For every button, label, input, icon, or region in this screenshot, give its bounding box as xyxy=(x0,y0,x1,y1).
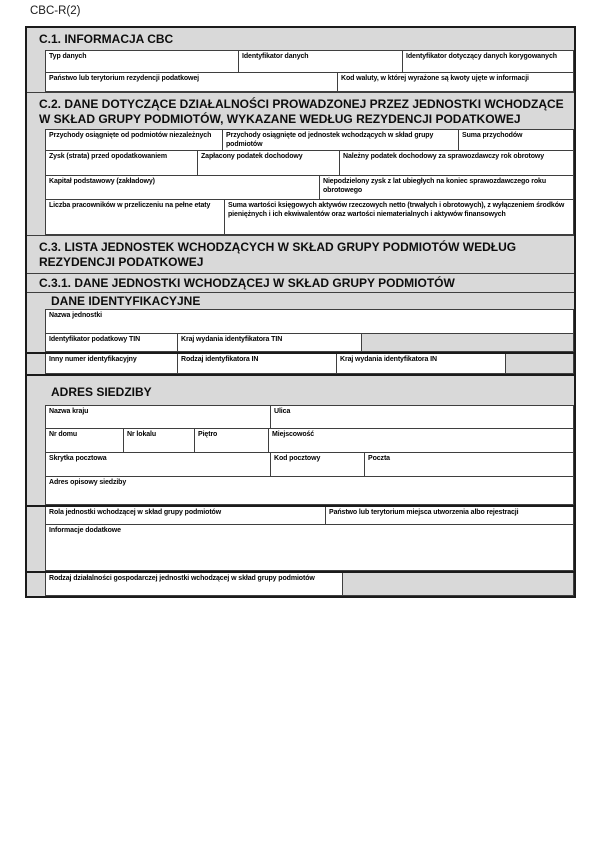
field-panstwo-utworzenia[interactable]: Państwo lub terytorium miejsca utworzenia albo rejestracji xyxy=(325,507,574,525)
field-inny-numer[interactable]: Inny numer identyfikacyjny xyxy=(45,354,178,374)
field-identyfikator-danych-korygowanych[interactable]: Identyfikator dotyczący danych korygowanych xyxy=(402,50,574,73)
section-header-c31 xyxy=(27,273,574,292)
field-nr-domu[interactable]: Nr domu xyxy=(45,428,124,453)
section-header-c3 xyxy=(27,235,574,273)
field-kapital-podstawowy[interactable]: Kapitał podstawowy (zakładowy) xyxy=(45,175,320,200)
form-row xyxy=(27,50,574,73)
field-kraj-wydania-tin[interactable]: Kraj wydania identyfikatora TIN xyxy=(177,333,362,352)
cbc-form xyxy=(25,26,576,598)
field-miejscowosc[interactable]: Miejscowość xyxy=(268,428,574,453)
section-header-c2-line2: W SKŁAD GRUPY PODMIOTÓW, WYKAZANE WEDŁUG REZYDENCJI PODATKOWEJ xyxy=(39,112,521,126)
field-nazwa-jednostki[interactable]: Nazwa jednostki xyxy=(45,309,574,334)
field-rodzaj-identyfikatora-in[interactable]: Rodzaj identyfikatora IN xyxy=(177,354,337,374)
field-nazwa-kraju[interactable]: Nazwa kraju xyxy=(45,405,271,429)
field-kraj-wydania-in[interactable]: Kraj wydania identyfikatora IN xyxy=(336,354,506,374)
field-nr-lokalu[interactable]: Nr lokalu xyxy=(123,428,195,453)
section-header-adres-siedziby xyxy=(27,374,574,405)
form-row xyxy=(27,571,574,596)
section-header-c3-line2: REZYDENCJI PODATKOWEJ xyxy=(39,255,204,269)
field-suma-przychodow[interactable]: Suma przychodów xyxy=(458,129,574,151)
field-rodzaj-dzialalnosci[interactable]: Rodzaj działalności gospodarczej jednostki wchodzącej w skład grupy podmiotów xyxy=(45,573,343,596)
section-header-dane-identyfikacyjne xyxy=(27,292,574,309)
field-typ-danych[interactable]: Typ danych xyxy=(45,50,239,73)
form-row xyxy=(27,428,574,453)
filler-dzialalnosc-row xyxy=(342,573,574,596)
form-row xyxy=(27,72,574,92)
form-row xyxy=(27,199,574,235)
form-row xyxy=(27,452,574,477)
field-przychody-niezalezne[interactable]: Przychody osiągnięte od podmiotów niezależnych xyxy=(45,129,223,151)
field-pietro[interactable]: Piętro xyxy=(194,428,269,453)
form-row xyxy=(27,175,574,200)
section-header-dane-identyfikacyjne-text: DANE IDENTYFIKACYJNE xyxy=(51,294,201,308)
section-header-c1-text: C.1. INFORMACJA CBC xyxy=(39,32,174,46)
field-poczta[interactable]: Poczta xyxy=(364,452,574,477)
form-code-label: CBC-R(2) xyxy=(30,5,81,17)
field-przychody-grupa[interactable]: Przychody osiągnięte od jednostek wchodzących w skład grupy podmiotów xyxy=(222,129,459,151)
section-header-c31-text: C.3.1. DANE JEDNOSTKI WCHODZĄCEJ W SKŁAD GRUPY PODMIOTÓW xyxy=(39,276,455,290)
field-nalezny-podatek[interactable]: Należny podatek dochodowy za sprawozdawczy rok obrotowy xyxy=(339,150,574,176)
field-panstwo-rezydencji[interactable]: Państwo lub terytorium rezydencji podatkowej xyxy=(45,72,338,92)
section-header-c2 xyxy=(27,92,574,129)
field-adres-opisowy[interactable]: Adres opisowy siedziby xyxy=(45,476,574,505)
field-informacje-dodatkowe[interactable]: Informacje dodatkowe xyxy=(45,524,574,571)
filler-in-row xyxy=(505,354,574,374)
form-row xyxy=(27,333,574,352)
field-rola-jednostki[interactable]: Rola jednostki wchodzącej w skład grupy podmiotów xyxy=(45,507,326,525)
field-ulica[interactable]: Ulica xyxy=(270,405,574,429)
field-skrytka-pocztowa[interactable]: Skrytka pocztowa xyxy=(45,452,271,477)
field-kod-pocztowy[interactable]: Kod pocztowy xyxy=(270,452,365,477)
field-kod-waluty[interactable]: Kod waluty, w której wyrażone są kwoty ujęte w informacji xyxy=(337,72,574,92)
form-row xyxy=(27,309,574,334)
field-zysk-strata[interactable]: Zysk (strata) przed opodatkowaniem xyxy=(45,150,198,176)
field-zaplacony-podatek[interactable]: Zapłacony podatek dochodowy xyxy=(197,150,340,176)
field-identyfikator-danych[interactable]: Identyfikator danych xyxy=(238,50,403,73)
field-identyfikator-tin[interactable]: Identyfikator podatkowy TIN xyxy=(45,333,178,352)
section-header-adres-siedziby-text: ADRES SIEDZIBY xyxy=(51,385,152,399)
form-row xyxy=(27,352,574,374)
form-row xyxy=(27,150,574,176)
form-row xyxy=(27,129,574,151)
form-row xyxy=(27,476,574,505)
field-suma-aktywow[interactable]: Suma wartości księgowych aktywów rzeczowych netto (trwałych i obrotowych), z wyłączeniem środków pieniężnych i ich ekwiwalentów oraz wartości niematerialnych i aktywów finansowych xyxy=(224,199,574,235)
section-header-c2-line1: C.2. DANE DOTYCZĄCE DZIAŁALNOŚCI PROWADZONEJ PRZEZ JEDNOSTKI WCHODZĄCE xyxy=(39,97,564,111)
section-header-c3-line1: C.3. LISTA JEDNOSTEK WCHODZĄCYCH W SKŁAD GRUPY PODMIOTÓW WEDŁUG xyxy=(39,240,517,254)
form-row xyxy=(27,505,574,525)
filler-tin-row xyxy=(361,333,574,352)
form-row xyxy=(27,405,574,429)
field-liczba-pracownikow[interactable]: Liczba pracowników w przeliczeniu na pełne etaty xyxy=(45,199,225,235)
form-row xyxy=(27,524,574,571)
field-niepodzielony-zysk[interactable]: Niepodzielony zysk z lat ubiegłych na koniec sprawozdawczego roku obrotowego xyxy=(319,175,574,200)
section-header-c1 xyxy=(27,28,574,50)
